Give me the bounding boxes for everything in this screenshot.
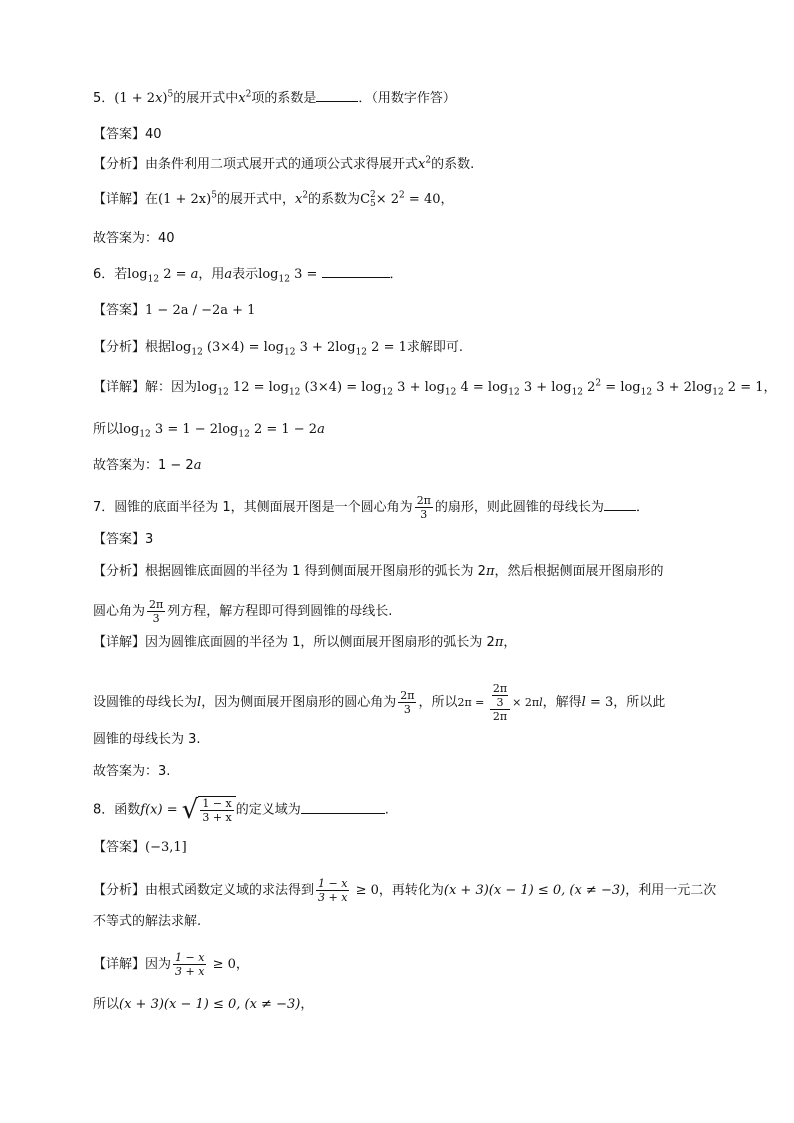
subscript: 12 — [571, 387, 584, 398]
detail-line — [93, 951, 249, 978]
detail-text: ， — [300, 997, 314, 1012]
subscript: 12 — [444, 387, 457, 398]
analysis-line-2 — [93, 598, 392, 625]
math-var: x — [155, 91, 163, 106]
radical-sign: √ — [181, 795, 199, 825]
exponent: 5 — [211, 190, 217, 201]
subscript: 12 — [712, 387, 724, 398]
math-var: l — [197, 695, 202, 710]
detail-text: 解：因为 — [145, 380, 198, 395]
numerator — [490, 682, 510, 710]
math-expr: 2 = 1 — [367, 340, 407, 355]
math-var: x — [238, 91, 246, 106]
answer-label: 【答案】 — [93, 840, 146, 855]
analysis-label: 【分析】 — [93, 157, 146, 172]
analysis-line — [93, 562, 664, 582]
subscript: 12 — [278, 274, 290, 285]
numerator: 1 − x — [202, 797, 232, 810]
analysis-text: ，然后根据侧面展开图扇形的 — [494, 564, 664, 579]
math-expr: log — [127, 267, 148, 282]
math-expr: ≥ 0，再转化为 — [351, 883, 444, 898]
detail-text: ，因为侧面展开图扇形的圆心角为 — [201, 695, 397, 710]
math-var: a — [317, 422, 325, 437]
math-var: a — [190, 267, 199, 282]
question-number: 6． — [93, 267, 115, 282]
denominator: 3 + x — [175, 965, 205, 978]
question-5 — [93, 88, 456, 109]
subscript: 12 — [139, 429, 151, 440]
question-number: 7． — [93, 500, 115, 515]
detail-text: ，解得 — [542, 695, 582, 710]
square-root — [182, 796, 236, 824]
detail-label: 【详解】 — [93, 380, 146, 395]
denominator: 2π — [492, 710, 508, 723]
math-expr: f(x) = — [140, 802, 182, 818]
conclusion-line — [93, 456, 201, 476]
analysis-line-2 — [93, 912, 201, 932]
fraction — [200, 797, 233, 824]
question-7 — [93, 494, 649, 521]
denominator: 3 — [403, 703, 411, 716]
detail-text: 的展开式中， — [216, 192, 295, 207]
question-text: 若 — [114, 267, 128, 282]
exponent: 2 — [399, 190, 405, 201]
subscript: 12 — [355, 347, 368, 358]
detail-text: ，所以 — [418, 695, 458, 710]
analysis-line — [93, 155, 474, 175]
answer-blank — [322, 264, 390, 278]
numerator: 1 − x — [318, 877, 348, 890]
math-expr: log — [171, 340, 192, 355]
conclusion-line — [93, 229, 175, 249]
fraction — [147, 598, 165, 625]
analysis-text: 根据 — [145, 340, 172, 355]
math-expr: 4 = log — [456, 380, 509, 395]
detail-label: 【详解】 — [93, 192, 146, 207]
math-var: a — [193, 458, 202, 473]
answer-blank — [301, 800, 385, 814]
analysis-text: 由条件利用二项式展开式的通项公式求得展开式 — [145, 157, 419, 172]
answer-label: 【答案】 — [93, 532, 146, 547]
detail-text: ， — [503, 635, 517, 650]
subscript: 12 — [640, 387, 653, 398]
math-var: π — [485, 564, 495, 579]
math-expr: 2 = 1， — [723, 380, 777, 395]
question-number: 5． — [93, 91, 115, 106]
subscript: 12 — [288, 387, 301, 398]
analysis-text: ，利用一元二次 — [625, 883, 717, 898]
answer-value: (−3,1] — [145, 840, 187, 855]
detail-text: 因为 — [145, 957, 172, 972]
numerator: 2π — [416, 494, 431, 507]
subscript: 12 — [238, 429, 250, 440]
conclusion-text: 故答案为：1 − 2 — [93, 458, 194, 473]
math-expr: × 2π — [512, 696, 540, 709]
math-expr: (3×4) = log — [202, 340, 284, 355]
radicand — [198, 796, 235, 824]
math-expr: 3 + log — [519, 380, 572, 395]
question-text: . — [384, 802, 389, 818]
subscript: 12 — [217, 387, 229, 398]
fraction — [316, 877, 349, 904]
math-expr: × 2 — [375, 192, 400, 207]
answer-line — [93, 301, 255, 321]
numerator: 2π — [400, 689, 415, 702]
question-6 — [93, 264, 403, 285]
math-expr: C — [360, 192, 371, 207]
question-text: 函数 — [114, 802, 141, 818]
subscript: 12 — [147, 274, 160, 285]
math-expr: 2 — [583, 380, 596, 395]
question-text: 的展开式中 — [173, 91, 239, 106]
detail-text: 所以 — [93, 422, 120, 437]
math-expr: = 40， — [404, 192, 454, 207]
math-var: x — [418, 157, 426, 172]
math-expr: (3×4) = log — [300, 380, 382, 395]
math-expr: 2π = — [457, 696, 488, 709]
exponent: 2 — [425, 155, 432, 166]
fraction — [398, 689, 416, 716]
math-expr: log — [197, 380, 218, 395]
subscript: 5 — [370, 198, 376, 209]
compound-fraction — [490, 682, 510, 723]
math-expr: 3 = 1 − 2log — [150, 422, 239, 437]
denominator: 3 + x — [202, 811, 232, 824]
math-expr: 3 + 2log — [652, 380, 713, 395]
math-var: l — [581, 695, 586, 710]
math-expr: 3 + 2log — [295, 340, 356, 355]
math-expr: (1 + 2 — [114, 91, 156, 106]
analysis-line — [93, 338, 463, 358]
subscript: 12 — [508, 387, 520, 398]
math-expr: log — [258, 267, 279, 282]
inner-fraction — [492, 682, 508, 709]
math-expr: = 3 — [585, 695, 614, 710]
question-text: ．（用数字作答） — [358, 91, 456, 106]
fraction — [173, 951, 206, 978]
question-text: ，用 — [198, 267, 225, 282]
math-var: a — [224, 267, 233, 282]
detail-line-3 — [93, 730, 201, 750]
inner-denominator: 3 — [496, 696, 504, 709]
detail-text: 设圆锥的母线长为 — [93, 695, 198, 710]
subscript: 12 — [381, 387, 394, 398]
detail-line — [93, 378, 777, 398]
analysis-text: 不等式的解法求解. — [93, 914, 202, 929]
conclusion-line — [93, 762, 170, 782]
detail-text: ，所以此 — [613, 695, 666, 710]
math-expr: log — [119, 422, 140, 437]
math-expr: (x + 3)(x − 1) ≤ 0, (x ≠ −3) — [119, 997, 301, 1012]
answer-value: 40 — [145, 127, 162, 142]
analysis-line — [93, 877, 716, 904]
answer-value: 3 — [145, 532, 154, 547]
subscript: 12 — [283, 347, 296, 358]
answer-label: 【答案】 — [93, 303, 146, 318]
exponent: 5 — [167, 89, 174, 100]
answer-line — [93, 125, 162, 145]
math-expr: 3 + log — [393, 380, 445, 395]
numerator: 2π — [149, 598, 164, 611]
answer-line — [93, 530, 153, 550]
exponent: 2 — [595, 378, 602, 389]
math-expr: 3 = — [289, 267, 322, 282]
math-expr: ) — [162, 91, 168, 106]
math-var: l — [539, 696, 543, 709]
analysis-text: 圆心角为 — [93, 604, 146, 619]
detail-text: 在 — [145, 192, 159, 207]
question-number: 8． — [93, 802, 115, 818]
answer-blank — [316, 88, 358, 102]
answer-blank — [604, 497, 636, 511]
analysis-text: 的系数. — [431, 157, 475, 172]
answer-line — [93, 838, 187, 858]
detail-line — [93, 420, 325, 440]
inner-numerator: 2π — [492, 682, 508, 695]
detail-label: 【详解】 — [93, 957, 146, 972]
question-text: ． — [389, 267, 403, 282]
detail-line-2 — [93, 995, 313, 1015]
denominator: 3 — [420, 508, 428, 521]
answer-value: 1 − 2a / −2a + 1 — [145, 303, 256, 318]
analysis-text: 求解即可. — [406, 340, 464, 355]
detail-line — [93, 633, 516, 653]
math-expr: (x + 3)(x − 1) ≤ 0, (x ≠ −3) — [443, 883, 626, 898]
analysis-text: 根据圆锥底面圆的半径为 1 得到侧面展开图扇形的弧长为 2 — [145, 564, 486, 579]
superscript: 2 — [370, 189, 376, 200]
question-text: 的定义域为 — [235, 802, 301, 818]
math-expr: 2 = — [159, 267, 191, 282]
detail-label: 【详解】 — [93, 635, 146, 650]
analysis-text: 列方程，解方程即可得到圆锥的母线长. — [167, 604, 393, 619]
conclusion-text: 故答案为：40 — [93, 231, 175, 246]
question-text: 的扇形，则此圆锥的母线长为 — [434, 500, 604, 515]
detail-text: 因为圆锥底面圆的半径为 1，所以侧面展开图扇形的弧长为 2 — [145, 635, 495, 650]
detail-line-2 — [93, 682, 665, 723]
question-text: ． — [635, 500, 649, 515]
analysis-label: 【分析】 — [93, 340, 146, 355]
analysis-label: 【分析】 — [93, 564, 146, 579]
subscript: 12 — [191, 347, 203, 358]
detail-text: 的系数为 — [308, 192, 361, 207]
exponent: 2 — [302, 190, 309, 201]
numerator: 1 − x — [175, 951, 205, 964]
math-expr: (1 + 2x) — [158, 192, 212, 207]
math-expr: 2 = 1 − 2 — [249, 422, 318, 437]
math-var: π — [494, 635, 504, 650]
question-text: 表示 — [232, 267, 259, 282]
exponent: 2 — [245, 89, 252, 100]
math-expr: = log — [601, 380, 641, 395]
fraction — [415, 494, 433, 521]
analysis-text: 由根式函数定义域的求法得到 — [145, 883, 315, 898]
question-text: 项的系数是 — [251, 91, 317, 106]
math-var: x — [294, 192, 303, 207]
conclusion-text: 故答案为：3. — [93, 764, 171, 779]
denominator: 3 — [152, 612, 160, 625]
math-expr: 12 = log — [228, 380, 289, 395]
answer-label: 【答案】 — [93, 127, 146, 142]
detail-text: 所以 — [93, 997, 120, 1012]
question-text: 圆锥的底面半径为 1，其侧面展开图是一个圆心角为 — [114, 500, 413, 515]
question-8 — [93, 796, 389, 824]
detail-text: 圆锥的母线长为 3. — [93, 732, 201, 747]
detail-line — [93, 190, 453, 210]
denominator: 3 + x — [318, 891, 348, 904]
math-expr: ≥ 0， — [208, 957, 249, 972]
analysis-label: 【分析】 — [93, 883, 146, 898]
